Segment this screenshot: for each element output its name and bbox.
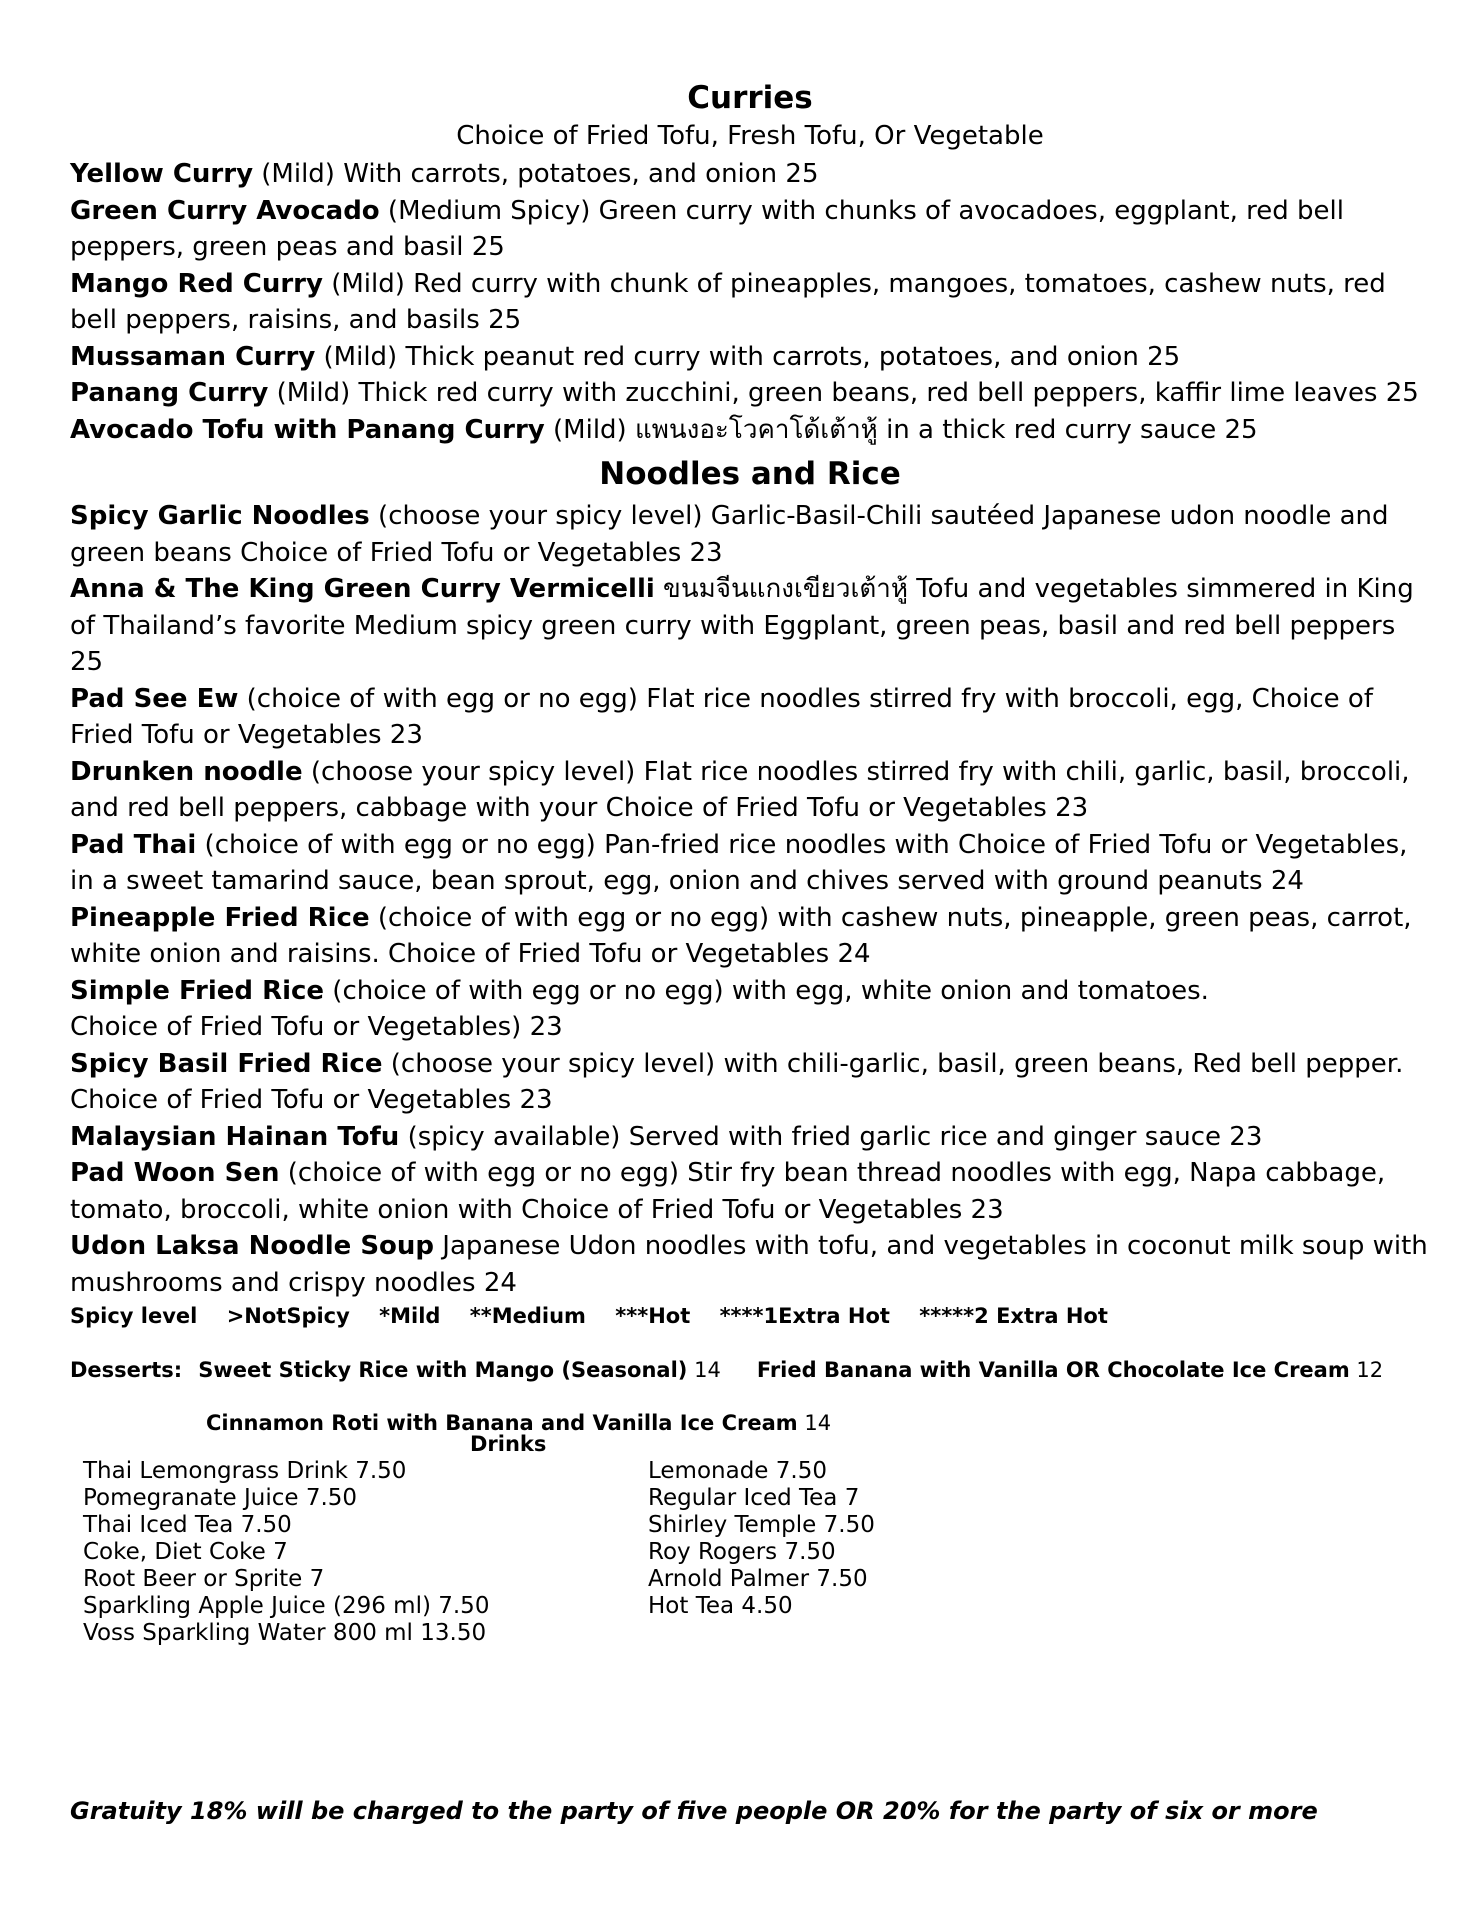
desserts-line [70, 1355, 1430, 1385]
item-name: Pineapple Fried Rice [70, 902, 370, 933]
item-name: Panang Curry [70, 378, 269, 408]
dessert-price: 14 [797, 1411, 832, 1435]
item-desc: (choice of with egg or no egg) with egg, white onion and tomatoes. [324, 975, 1209, 1006]
item-name: Spicy Basil Fried Rice [70, 1048, 383, 1079]
item-desc: (choice of with egg or no egg) with cashew nuts, pineapple, green peas, carrot, white onion and raisins. Choice of Fried Tofu or Vegetables 24 [70, 902, 1412, 969]
item-name: Green Curry Avocado [70, 195, 380, 226]
gratuity-note: Gratuity 18% will be charged to the party of five people OR 20% for the party of six or more [70, 1797, 1318, 1825]
drink-item: Pomegranate Juice 7.50 [83, 1485, 358, 1511]
menu-item [70, 375, 1430, 412]
drink-item: Arnold Palmer 7.50 [648, 1566, 868, 1592]
item-name: Drunken noodle [70, 756, 303, 787]
dessert-price: 12 [1349, 1358, 1384, 1382]
item-desc: (choose your spicy level) Flat rice noodles stirred fry with chili, garlic, basil, broccoli, and red bell peppers, cabbage with your Choice of Fried Tofu or Vegetables 23 [70, 756, 1410, 823]
drinks-column-2 [648, 1458, 1148, 1647]
item-desc: (Mild) Thick peanut red curry with carrots, potatoes, and onion 25 [315, 341, 1181, 372]
desserts-label: Desserts: [70, 1358, 183, 1382]
spicy-level: ***Hot [615, 1304, 691, 1328]
spicy-level-legend [70, 1301, 1430, 1331]
drinks-list [70, 1458, 1430, 1647]
drink-item: Shirley Temple 7.50 [648, 1512, 875, 1538]
drinks-title: Drinks [470, 1432, 547, 1456]
item-name: Simple Fried Rice [70, 975, 325, 1006]
item-desc: (Mild) Red curry with chunk of pineapples, mangoes, tomatoes, cashew nuts, red bell peppers, raisins, and basils 25 [70, 268, 1386, 335]
drink-item: Sparkling Apple Juice (296 ml) 7.50 [83, 1593, 490, 1619]
item-name: Avocado Tofu with Panang Curry [70, 414, 545, 445]
item-desc: (choice of with egg or no egg) Stir fry bean thread noodles with egg, Napa cabbage, tomato, broccoli, white onion with Choice of Fried Tofu or Vegetables 23 [70, 1158, 1386, 1225]
menu-item [70, 193, 1430, 266]
spicy-level: >NotSpicy [226, 1304, 350, 1328]
noodles-title: Noodles and Rice [599, 456, 901, 492]
dessert-name: Sweet Sticky Rice with Mango (Seasonal) [198, 1358, 688, 1382]
menu-item [70, 1155, 1430, 1228]
drink-item: Roy Rogers 7.50 [648, 1539, 836, 1565]
item-desc: (choose your spicy level) with chili-garlic, basil, green beans, Red bell pepper. Choice of Fried Tofu or Vegetables 23 [70, 1048, 1404, 1115]
item-desc: Japanese Udon noodles with tofu, and vegetables in coconut milk soup with mushrooms and crispy noodles 24 [70, 1231, 1428, 1298]
drink-item: Coke, Diet Coke 7 [83, 1539, 288, 1565]
item-desc: (Mild) With carrots, potatoes, and onion 25 [253, 159, 819, 189]
menu-item [70, 1228, 1430, 1301]
menu-item [70, 571, 1430, 681]
item-desc: (spicy available) Served with fried garlic rice and ginger sauce 23 [399, 1121, 1263, 1152]
item-desc: (Mild) แพนงอะโวคาโด้เต้าหู้ in a thick red curry sauce 25 [544, 414, 1258, 445]
menu-item [70, 156, 1430, 193]
dessert-price: 14 [687, 1358, 721, 1382]
dessert-name: Fried Banana with Vanilla OR Chocolate Ice Cream [756, 1358, 1350, 1382]
item-desc: (Medium Spicy) Green curry with chunks of avocadoes, eggplant, red bell peppers, green peas and basil 25 [70, 195, 1344, 262]
curries-subtitle: Choice of Fried Tofu, Fresh Tofu, Or Vegetable [456, 121, 1044, 151]
item-desc: ขนมจีนแกงเขียวเต้าหู้ Tofu and vegetables simmered in King of Thailand’s favorite Medium spicy green curry with Eggplant, green peas, basil and red bell peppers 25 [70, 574, 1414, 677]
item-name: Pad See Ew [70, 683, 239, 714]
menu-item [70, 681, 1430, 754]
drinks-column-1 [83, 1458, 648, 1647]
item-name: Mango Red Curry [70, 268, 323, 299]
menu-item [70, 900, 1430, 973]
item-name: Malaysian Hainan Tofu [70, 1121, 400, 1152]
item-name: Mussaman Curry [70, 341, 316, 372]
menu-item [70, 1046, 1430, 1119]
item-desc: (choice of with egg or no egg) Pan-fried rice noodles with Choice of Fried Tofu or Vegetables, in a sweet tamarind sauce, bean sprout, egg, onion and chives served with ground peanuts 24 [70, 829, 1408, 896]
spicy-level-label: Spicy level [70, 1304, 198, 1328]
item-name: Anna & The King Green Curry Vermicelli [70, 574, 655, 604]
drink-item: Regular Iced Tea 7 [648, 1485, 860, 1511]
drink-item: Root Beer or Sprite 7 [83, 1566, 325, 1592]
spicy-level: *Mild [379, 1304, 441, 1328]
menu-item [70, 412, 1430, 449]
item-name: Pad Thai [70, 829, 197, 860]
menu-item [70, 754, 1430, 827]
spicy-level: *****2 Extra Hot [919, 1304, 1108, 1328]
item-desc-line2: Choice of Fried Tofu or Vegetables) 23 [70, 1012, 563, 1042]
dessert-name: Cinnamon Roti with Banana and Vanilla Ice Cream [206, 1411, 798, 1435]
menu-item [70, 1119, 1430, 1156]
menu-item [70, 339, 1430, 376]
drink-item: Voss Sparkling Water 800 ml 13.50 [83, 1620, 487, 1646]
menu-item [70, 266, 1430, 339]
item-desc: (choice of with egg or no egg) Flat rice noodles stirred fry with broccoli, egg, Choice of Fried Tofu or Vegetables 23 [70, 683, 1373, 750]
item-name: Udon Laksa Noodle Soup [70, 1231, 435, 1261]
menu-page [70, 78, 1430, 1647]
spicy-level: **Medium [469, 1304, 586, 1328]
item-desc: (Mild) Thick red curry with zucchini, green beans, red bell peppers, kaffir lime leaves 25 [268, 378, 1419, 408]
drink-item: Hot Tea 4.50 [648, 1593, 793, 1619]
item-name: Spicy Garlic Noodles [70, 501, 370, 531]
drink-item: Lemonade 7.50 [648, 1458, 827, 1484]
curries-title: Curries [687, 80, 813, 116]
menu-item [70, 973, 1430, 1046]
item-desc: (choose your spicy level) Garlic-Basil-Chili sautéed Japanese udon noodle and green beans Choice of Fried Tofu or Vegetables 23 [70, 501, 1389, 568]
item-name: Pad Woon Sen [70, 1158, 280, 1188]
drink-item: Thai Lemongrass Drink 7.50 [83, 1458, 407, 1484]
spicy-level: ****1Extra Hot [719, 1304, 890, 1328]
item-name: Yellow Curry [70, 159, 254, 189]
menu-item [70, 827, 1430, 900]
menu-item [70, 498, 1430, 571]
drink-item: Thai Iced Tea 7.50 [83, 1512, 292, 1538]
